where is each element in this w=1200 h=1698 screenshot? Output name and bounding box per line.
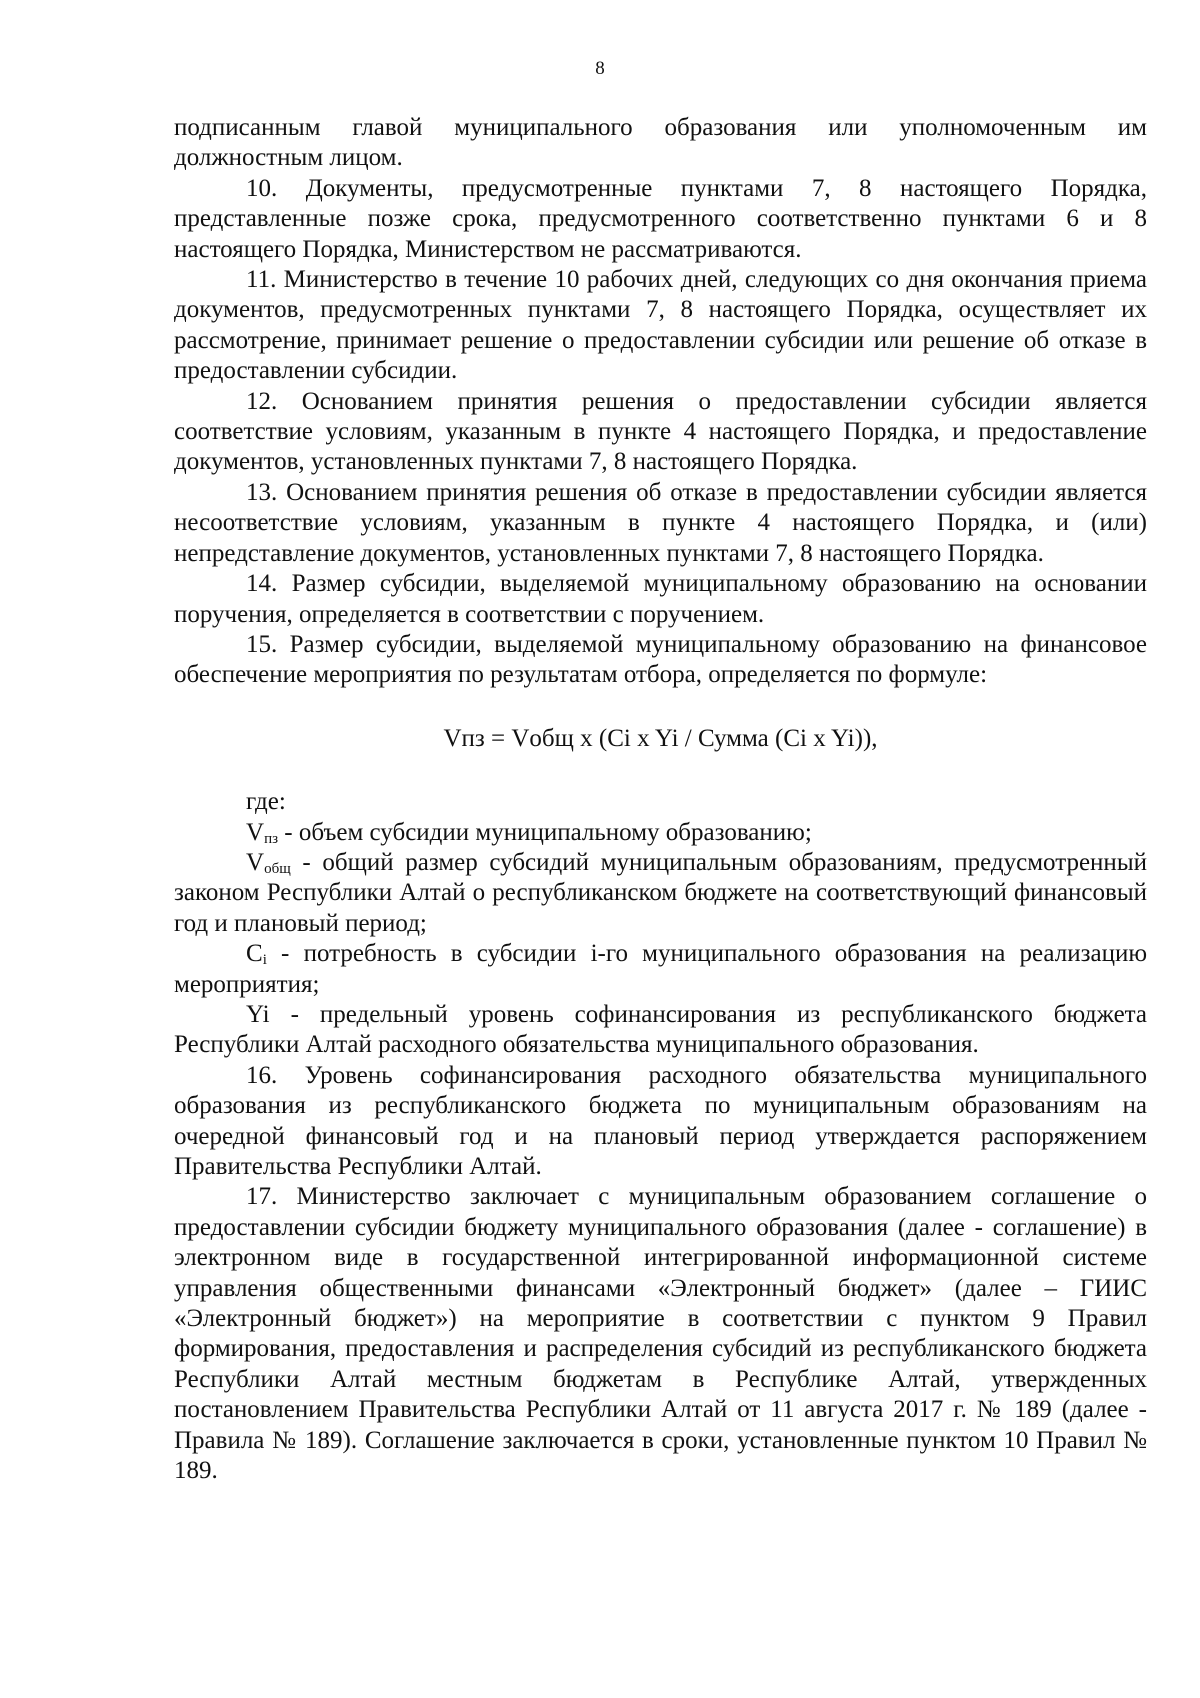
definition-yi: Yi - предельный уровень софинансирования из республиканского бюджета Республики Алтай расходного обязательства муниципального образования.	[174, 1000, 1147, 1059]
ci-description: - потребность в субсидии i-го муниципального образования на реализацию мероприятия;	[174, 940, 1147, 998]
paragraph-15: 15. Размер субсидии, выделяемой муниципальному образованию на финансовое обеспечение мероприятия по результатам отбора, определяется по формуле:	[174, 630, 1147, 689]
document-body	[174, 113, 1147, 1486]
vpz-description: - объем субсидии муниципальному образованию;	[278, 818, 812, 846]
where-label: где:	[246, 788, 286, 816]
ci-subscript: i	[262, 952, 267, 969]
definition-vpz	[174, 818, 1147, 848]
paragraph-12: 12. Основанием принятия решения о предоставлении субсидии является соответствие условиям, указанным в пункте 4 настоящего Порядка, и предоставление документов, установленных пунктами 7, 8 настоящего Порядка.	[174, 387, 1147, 476]
paragraph-13: 13. Основанием принятия решения об отказе в предоставлении субсидии является несоответствие условиям, указанным в пункте 4 настоящего Порядка, и (или) непредставление документов, установленных пунктами 7, 8 настоящего Порядка.	[174, 478, 1147, 567]
vobsh-subscript: общ	[264, 860, 291, 877]
vobsh-description: - общий размер субсидий муниципальным образованиям, предусмотренный законом Республики Алтай о республиканском бюджете на соответствующий финансовый год и плановый период;	[174, 848, 1147, 937]
paragraph-16: 16. Уровень софинансирования расходного обязательства муниципального образования из республиканского бюджета по муниципальным образованиям на очередной финансовый год и на плановый период утверждается распоряжением Правительства Республики Алтай.	[174, 1061, 1147, 1180]
paragraph-14: 14. Размер субсидии, выделяемой муниципальному образованию на основании поручения, определяется в соответствии с поручением.	[174, 570, 1147, 628]
vpz-symbol: V	[246, 818, 265, 846]
paragraph-continuation: подписанным главой муниципального образования или уполномоченным им должностным лицом.	[174, 114, 1147, 172]
paragraph-11: 11. Министерство в течение 10 рабочих дней, следующих со дня окончания приема документов, предусмотренных пунктами 7, 8 настоящего Порядка, осуществляет их рассмотрение, принимает решение о предоставлении субсидии или решение об отказе в предоставлении субсидии.	[174, 266, 1147, 385]
definition-vobsh	[174, 848, 1147, 939]
vobsh-symbol: V	[246, 848, 265, 876]
subsidy-formula: Vпз = Vобщ x (Ci x Yi / Сумма (Ci x Yi)),	[443, 724, 878, 752]
ci-symbol: C	[246, 940, 263, 968]
page-number: 8	[595, 58, 605, 79]
paragraph-10: 10. Документы, предусмотренные пунктами 7, 8 настоящего Порядка, представленные позже срока, предусмотренного соответственно пунктами 6 и 8 настоящего Порядка, Министерством не рассматриваются.	[174, 174, 1147, 263]
definition-ci	[174, 939, 1147, 1000]
vpz-subscript: пз	[264, 830, 279, 847]
paragraph-17: 17. Министерство заключает с муниципальным образованием соглашение о предоставлении субсидии бюджету муниципального образования (далее - соглашение) в электронном виде в государственной интегрированной информационной системе управления общественными финансами «Электронный бюджет» (далее – ГИИС «Электронный бюджет») на мероприятие в соответствии с пунктом 9 Правил формирования, предоставления и распределения субсидий из республиканского бюджета Республики Алтай местным бюджетам в Республике Алтай, утвержденных постановлением Правительства Республики Алтай от 11 августа 2017 г. № 189 (далее - Правила № 189). Соглашение заключается в сроки, установленные пунктом 10 Правил № 189.	[174, 1183, 1147, 1485]
